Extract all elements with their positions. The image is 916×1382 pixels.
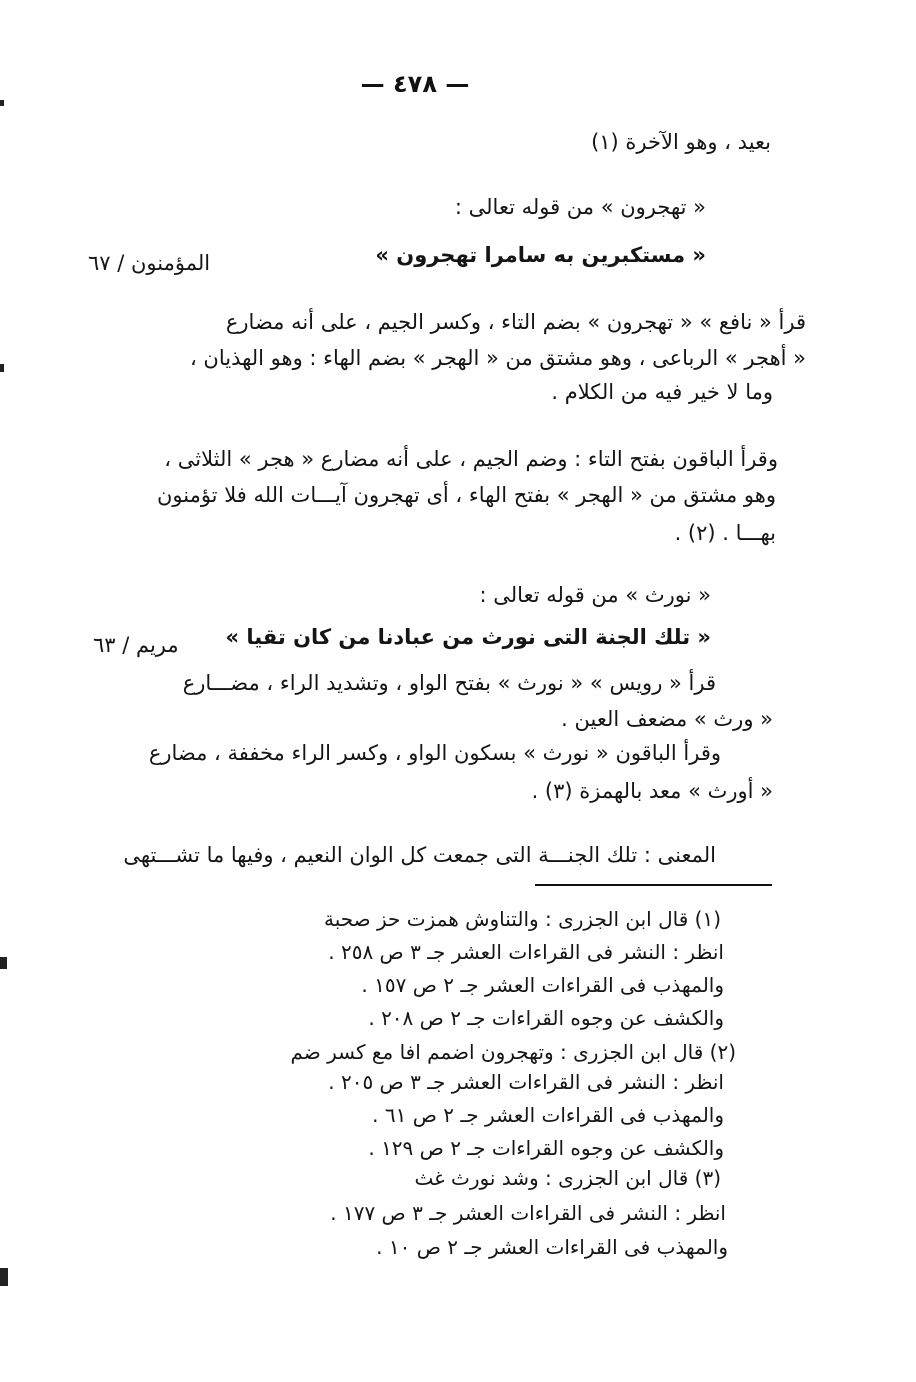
body-line: « أورث » معد بالهمزة (٣) . — [531, 779, 773, 803]
body-line: « أهجر » الرباعى ، وهو مشتق من « الهجر » بضم الهاء : وهو الهذيان ، — [189, 346, 806, 370]
body-line: بعيد ، وهو الآخرة (١) — [591, 130, 771, 154]
footnote-separator — [535, 884, 772, 886]
body-line: المعنى : تلك الجنـــة التى جمعت كل الوان النعيم ، وفيها ما تشـــتهى — [123, 843, 716, 867]
footnote-line: انظر : النشر فى القراءات العشر جـ ٣ ص ٢٠٥ . — [328, 1070, 724, 1094]
body-line: « ورث » مضعف العين . — [561, 707, 773, 731]
scan-speck — [0, 1268, 8, 1286]
quran-verse: « تلك الجنة التى نورث من عبادنا من كان تقيا » — [225, 625, 711, 649]
verse-intro: « تهجرون » من قوله تعالى : — [454, 195, 706, 219]
body-line: قرأ « رويس » « نورث » بفتح الواو ، وتشديد الراء ، مضـــارع — [182, 671, 716, 695]
footnote-line: (١) قال ابن الجزرى : والتناوش همزت حز صحبة — [324, 907, 721, 931]
body-line: وهو مشتق من « الهجر » بفتح الهاء ، أى تهجرون آيـــات الله فلا تؤمنون — [156, 483, 776, 507]
scan-speck — [0, 364, 4, 372]
footnote-line: والمهذب فى القراءات العشر جـ ٢ ص ١٠ . — [376, 1235, 728, 1259]
body-line: وقرأ الباقون بفتح التاء : وضم الجيم ، على أنه مضارع « هجر » الثلاثى ، — [164, 447, 778, 471]
scan-speck — [0, 957, 7, 969]
footnote-line: انظر : النشر فى القراءات العشر جـ ٣ ص ١٧٧ . — [330, 1201, 726, 1225]
footnote-line: (٢) قال ابن الجزرى : وتهجرون اضمم افا مع كسر ضم — [290, 1040, 736, 1064]
body-line: وما لا خير فيه من الكلام . — [551, 380, 773, 404]
quran-verse: « مستكبرين به سامرا تهجرون » — [375, 243, 706, 267]
footnote-line: والمهذب فى القراءات العشر جـ ٢ ص ٦١ . — [372, 1103, 724, 1127]
verse-reference: مريم / ٦٣ — [93, 633, 179, 657]
footnote-line: (٣) قال ابن الجزرى : وشد نورث غث — [414, 1166, 721, 1190]
body-line: بهـــا . (٢) . — [674, 521, 776, 545]
footnote-line: والكشف عن وجوه القراءات جـ ٢ ص ١٢٩ . — [368, 1136, 724, 1160]
footnote-line: والمهذب فى القراءات العشر جـ ٢ ص ١٥٧ . — [361, 973, 724, 997]
page-number: — ٤٧٨ — — [360, 70, 470, 98]
body-line: قرأ « نافع » « تهجرون » بضم التاء ، وكسر الجيم ، على أنه مضارع — [225, 310, 806, 334]
scan-speck — [0, 100, 4, 106]
body-line: وقرأ الباقون « نورث » بسكون الواو ، وكسر الراء مخففة ، مضارع — [148, 741, 721, 765]
footnote-line: والكشف عن وجوه القراءات جـ ٢ ص ٢٠٨ . — [368, 1006, 724, 1030]
verse-intro: « نورث » من قوله تعالى : — [479, 583, 711, 607]
footnote-line: انظر : النشر فى القراءات العشر جـ ٣ ص ٢٥٨ . — [328, 940, 724, 964]
verse-reference: المؤمنون / ٦٧ — [88, 251, 211, 275]
